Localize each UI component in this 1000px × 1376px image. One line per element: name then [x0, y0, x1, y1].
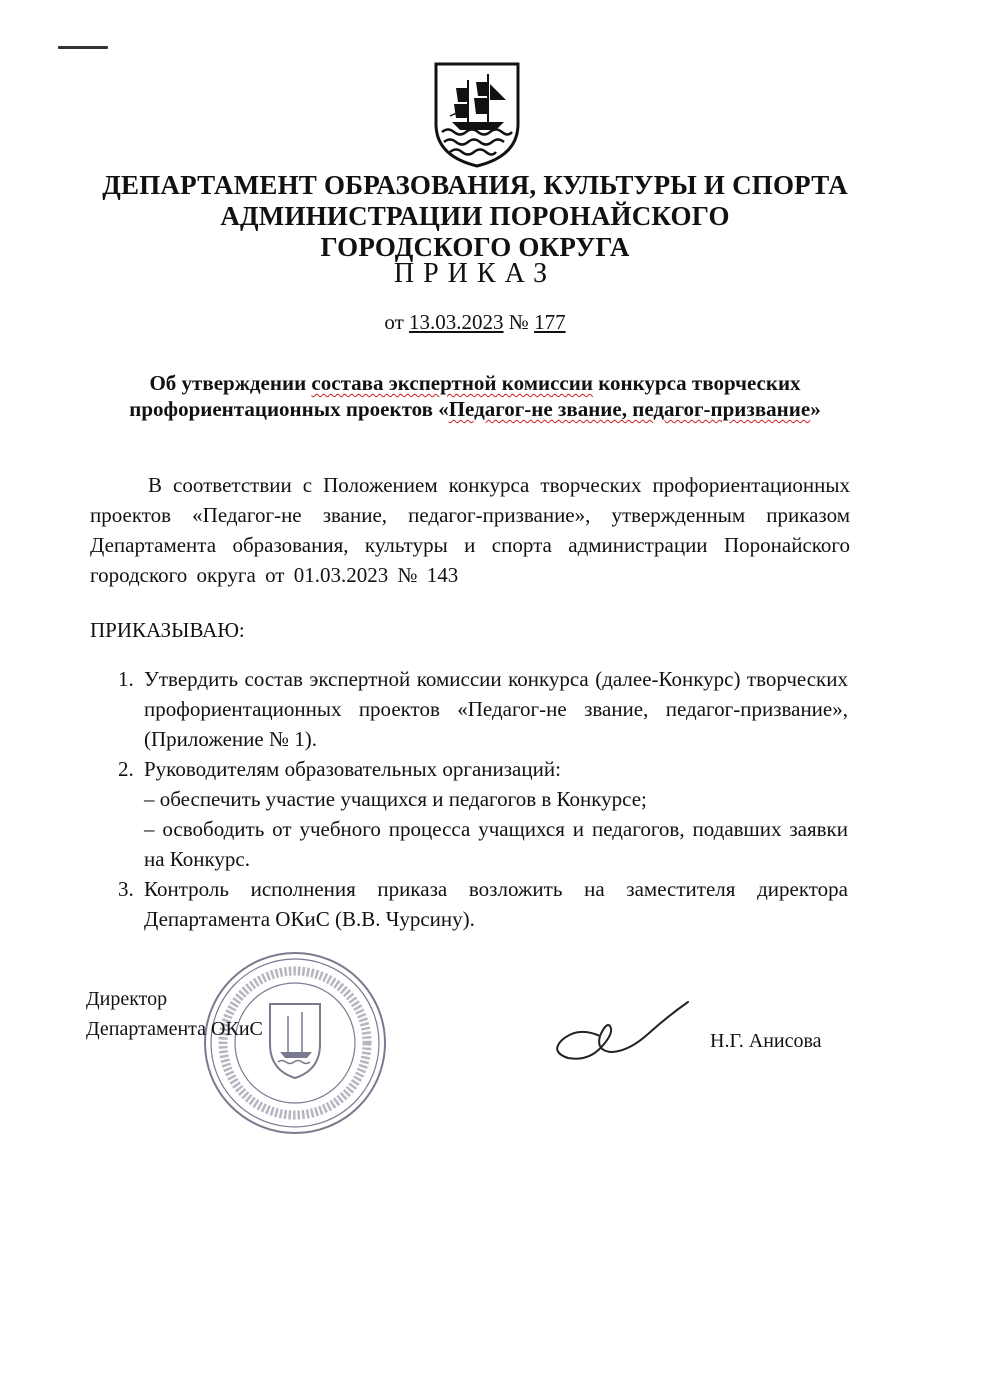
- order-subject: [80, 370, 870, 422]
- header-line-1: ДЕПАРТАМЕНТ ОБРАЗОВАНИЯ, КУЛЬТУРЫ И СПОРТА: [102, 170, 848, 200]
- item-subpoint: – освободить от учебного процесса учащихся и педагогов, подавших заявки на Конкурс.: [144, 817, 848, 871]
- item-number: 2.: [118, 757, 134, 781]
- list-item: [112, 754, 848, 874]
- order-number: 177: [534, 310, 566, 334]
- order-number-label: №: [508, 310, 529, 334]
- list-item: [112, 664, 848, 754]
- order-items-list: [112, 664, 848, 934]
- document-type-title: ПРИКАЗ: [393, 258, 557, 289]
- item-text: Контроль исполнения приказа возложить на заместителя директора Департамента ОКиС (В.В. Чурсину).: [144, 877, 848, 931]
- signer-title-line-1: Директор: [86, 988, 168, 1010]
- signer-title-line-2: Департамента ОКиС: [86, 1018, 263, 1040]
- list-item: [112, 874, 848, 934]
- item-number: 1.: [118, 667, 134, 691]
- scan-corner-mark: [58, 46, 108, 49]
- coat-of-arms-ship-icon: [432, 60, 522, 168]
- handwritten-signature: [548, 996, 698, 1070]
- signer-title: [86, 984, 263, 1044]
- subject-part-4: профориентационных проектов «: [129, 397, 449, 421]
- preamble-paragraph: В соответствии с Положением конкурса творческих профориентационных проектов «Педагог-не звание, педагог-призвание», утвержденным приказом Департамента образования, культуры и спорта администрации Поронайского городского округа от 01.03.2023 № 143: [90, 473, 850, 587]
- signer-name: Н.Г. Анисова: [710, 1030, 822, 1052]
- order-date-line: [80, 310, 870, 335]
- subject-part-6: »: [810, 397, 821, 421]
- order-from-label: от: [384, 310, 404, 334]
- header-line-3: ГОРОДСКОГО ОКРУГА: [320, 232, 630, 262]
- order-word: ПРИКАЗЫВАЮ:: [90, 618, 245, 642]
- item-subpoint: – обеспечить участие учащихся и педагогов в Конкурсе;: [144, 787, 647, 811]
- item-number: 3.: [118, 877, 134, 901]
- subject-part-2: состава экспертной комиссии: [311, 371, 593, 395]
- subject-part-1: Об утверждении: [149, 371, 312, 395]
- subject-part-5: Педагог-не звание, педагог-призвание: [448, 397, 811, 421]
- item-text: Утвердить состав экспертной комиссии конкурса (далее-Конкурс) творческих профориентационных проектов «Педагог-не звание, педагог-призвание», (Приложение № 1).: [144, 667, 848, 751]
- order-date: 13.03.2023: [409, 310, 504, 334]
- department-header: [80, 170, 870, 263]
- header-line-2: АДМИНИСТРАЦИИ ПОРОНАЙСКОГО: [220, 201, 730, 231]
- subject-part-3: конкурса творческих: [592, 371, 801, 395]
- item-text: Руководителям образовательных организаций:: [144, 757, 561, 781]
